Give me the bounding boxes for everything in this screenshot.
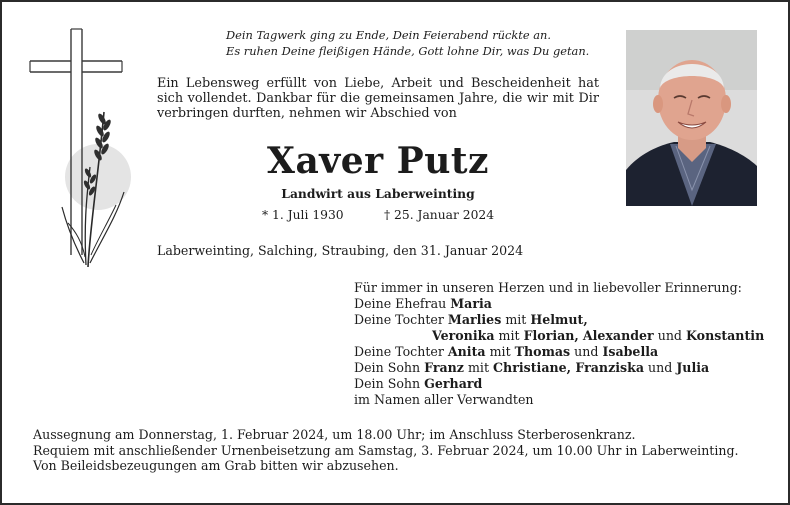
- motto-line-1: Dein Tagwerk ging zu Ende, Dein Feierabend rückte an.: [226, 28, 551, 42]
- footer-line-2: Requiem mit anschließender Urnenbeisetzung am Samstag, 3. Februar 2024, um 10.00 Uhr in Laberweinting.: [33, 442, 739, 458]
- family-heading: Für immer in unseren Herzen und in liebevoller Erinnerung:: [354, 280, 742, 295]
- footer-line-1: Aussegnung am Donnerstag, 1. Februar 2024, um 18.00 Uhr; im Anschluss Sterberosenkranz.: [33, 427, 636, 442]
- family-line-son-2: Dein Sohn Gerhard: [354, 376, 483, 391]
- family-closing: im Namen aller Verwandten: [354, 392, 534, 407]
- family-line-son-1: Dein Sohn Franz mit Christiane, Franziska und Julia: [354, 360, 710, 375]
- footer-line-3: Von Beileidsbezeugungen am Grab bitten wir abzusehen.: [33, 458, 399, 473]
- deceased-occupation: Landwirt aus Laberweinting: [281, 186, 475, 201]
- footer-text: [33, 427, 739, 474]
- birth-date: * 1. Juli 1930: [262, 208, 344, 222]
- family-line-wife: Deine Ehefrau Maria: [354, 296, 492, 311]
- family-list: [354, 280, 764, 408]
- family-line-grandchildren: Veronika mit Florian, Alexander und Konstantin: [432, 328, 765, 343]
- intro-text: Ein Lebensweg erfüllt von Liebe, Arbeit und Bescheidenheit hat sich vollendet. Dankbar für die gemeinsamen Jahre, die wir mit Dir verbringen durften, nehmen wir Abschied von: [157, 76, 599, 121]
- place-and-date: Laberweinting, Salching, Straubing, den 31. Januar 2024: [157, 243, 524, 258]
- death-date: † 25. Januar 2024: [384, 208, 495, 222]
- cross-with-wheat-icon: [28, 27, 132, 272]
- portrait-photo: [626, 30, 757, 206]
- family-line-daughter-1: Deine Tochter Marlies mit Helmut,: [354, 312, 588, 327]
- motto-line-2: Es ruhen Deine fleißigen Hände, Gott lohne Dir, was Du getan.: [226, 44, 590, 58]
- deceased-name: Xaver Putz: [267, 140, 489, 182]
- family-line-daughter-2: Deine Tochter Anita mit Thomas und Isabella: [354, 344, 659, 359]
